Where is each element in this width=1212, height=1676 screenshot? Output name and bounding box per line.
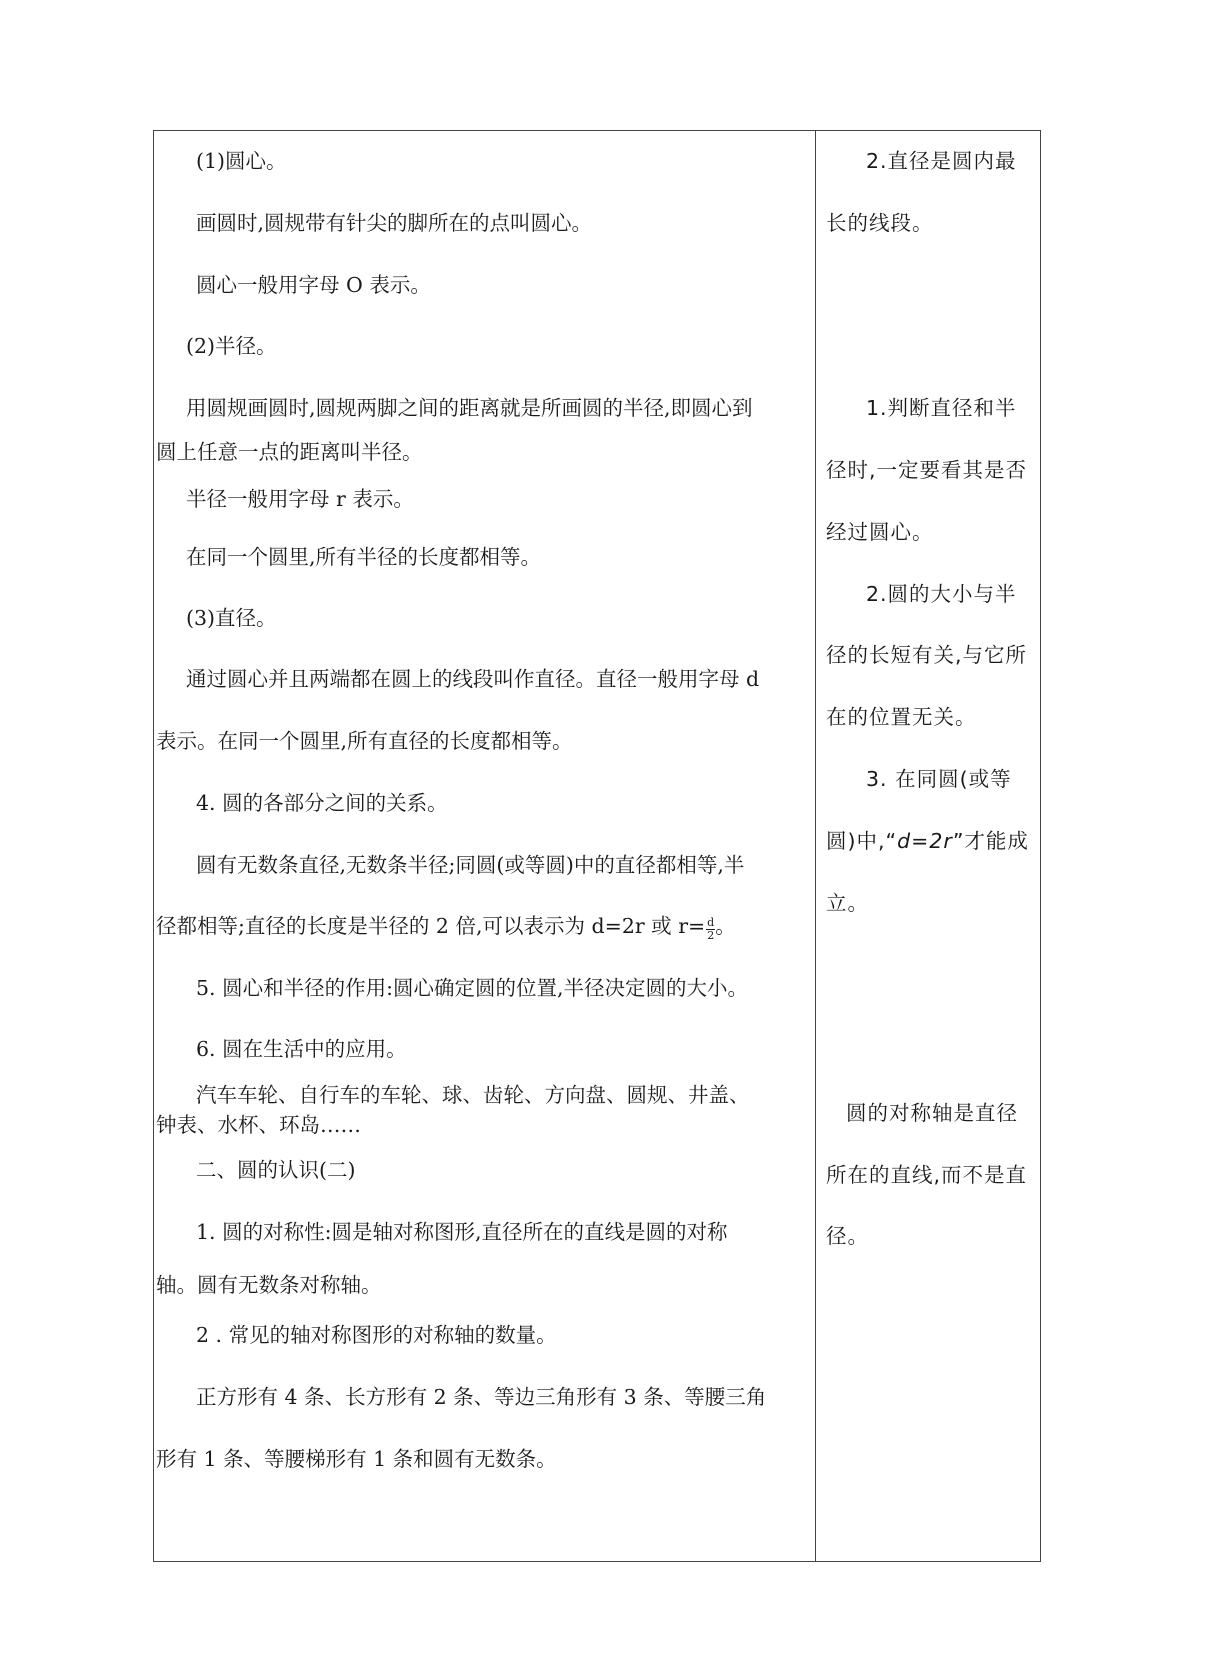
column-divider bbox=[815, 131, 816, 1561]
side-note-line: 径。 bbox=[826, 1224, 869, 1248]
main-line: 1. 圆的对称性:圆是轴对称图形,直径所在的直线是圆的对称 bbox=[196, 1220, 728, 1244]
main-line: 半径一般用字母 r 表示。 bbox=[186, 487, 414, 511]
side-note-line: 经过圆心。 bbox=[826, 520, 934, 544]
formula-line bbox=[156, 913, 736, 942]
side-note-line: 1.判断直径和半 bbox=[866, 396, 1017, 420]
fraction-numerator: d bbox=[707, 916, 715, 930]
main-line: (3)直径。 bbox=[186, 606, 277, 630]
side-note-line: 所在的直线,而不是直 bbox=[826, 1163, 1028, 1187]
main-line: 圆心一般用字母 O 表示。 bbox=[196, 273, 431, 297]
main-line: 2 . 常见的轴对称图形的对称轴的数量。 bbox=[196, 1323, 557, 1347]
fraction-denominator: 2 bbox=[707, 929, 715, 943]
main-line: 表示。在同一个圆里,所有直径的长度都相等。 bbox=[156, 729, 573, 753]
side-note-line: 2.直径是圆内最 bbox=[866, 149, 1017, 173]
formula-end: 。 bbox=[715, 914, 736, 938]
notes-table bbox=[153, 130, 1041, 1562]
side-note-part: 圆)中,“ bbox=[826, 829, 898, 853]
section-heading: 二、圆的认识(二) bbox=[196, 1158, 356, 1182]
main-line: 通过圆心并且两端都在圆上的线段叫作直径。直径一般用字母 d bbox=[186, 667, 760, 691]
main-line: 圆有无数条直径,无数条半径;同圆(或等圆)中的直径都相等,半 bbox=[196, 853, 745, 877]
main-line: 在同一个圆里,所有半径的长度都相等。 bbox=[186, 545, 542, 569]
fraction-d-over-2 bbox=[706, 917, 715, 942]
main-line: 4. 圆的各部分之间的关系。 bbox=[196, 791, 448, 815]
main-line: 圆上任意一点的距离叫半径。 bbox=[156, 440, 423, 464]
main-line: 用圆规画圆时,圆规两脚之间的距离就是所画圆的半径,即圆心到 bbox=[186, 396, 753, 420]
main-line: (1)圆心。 bbox=[196, 149, 287, 173]
main-line: 画圆时,圆规带有针尖的脚所在的点叫圆心。 bbox=[196, 211, 593, 235]
main-line: 6. 圆在生活中的应用。 bbox=[196, 1037, 407, 1061]
main-line: 钟表、水杯、环岛…… bbox=[156, 1113, 361, 1137]
main-line: 汽车车轮、自行车的车轮、球、齿轮、方向盘、圆规、井盖、 bbox=[196, 1083, 750, 1107]
side-note-line: 立。 bbox=[826, 891, 869, 915]
side-note-line: 在的位置无关。 bbox=[826, 705, 977, 729]
side-note-part: ”才能成 bbox=[952, 829, 1029, 853]
side-note-line: 2.圆的大小与半 bbox=[866, 582, 1017, 606]
formula-text: 径都相等;直径的长度是半径的 2 倍,可以表示为 d=2r 或 r= bbox=[156, 914, 706, 938]
side-note-line bbox=[826, 828, 1029, 854]
main-line: 形有 1 条、等腰梯形有 1 条和圆有无数条。 bbox=[156, 1447, 557, 1471]
main-line: 5. 圆心和半径的作用:圆心确定圆的位置,半径决定圆的大小。 bbox=[196, 976, 748, 1000]
side-note-line: 径时,一定要看其是否 bbox=[826, 458, 1028, 482]
main-line: 正方形有 4 条、长方形有 2 条、等边三角形有 3 条、等腰三角 bbox=[196, 1385, 767, 1409]
side-note-line: 长的线段。 bbox=[826, 211, 934, 235]
side-note-line: 径的长短有关,与它所 bbox=[826, 643, 1028, 667]
main-line: (2)半径。 bbox=[186, 334, 277, 358]
formula-d-2r: d=2r bbox=[897, 829, 953, 853]
main-line: 轴。圆有无数条对称轴。 bbox=[156, 1273, 382, 1297]
side-note-line: 圆的对称轴是直径 bbox=[846, 1101, 1018, 1125]
side-note-line: 3. 在同圆(或等 bbox=[866, 767, 1012, 791]
